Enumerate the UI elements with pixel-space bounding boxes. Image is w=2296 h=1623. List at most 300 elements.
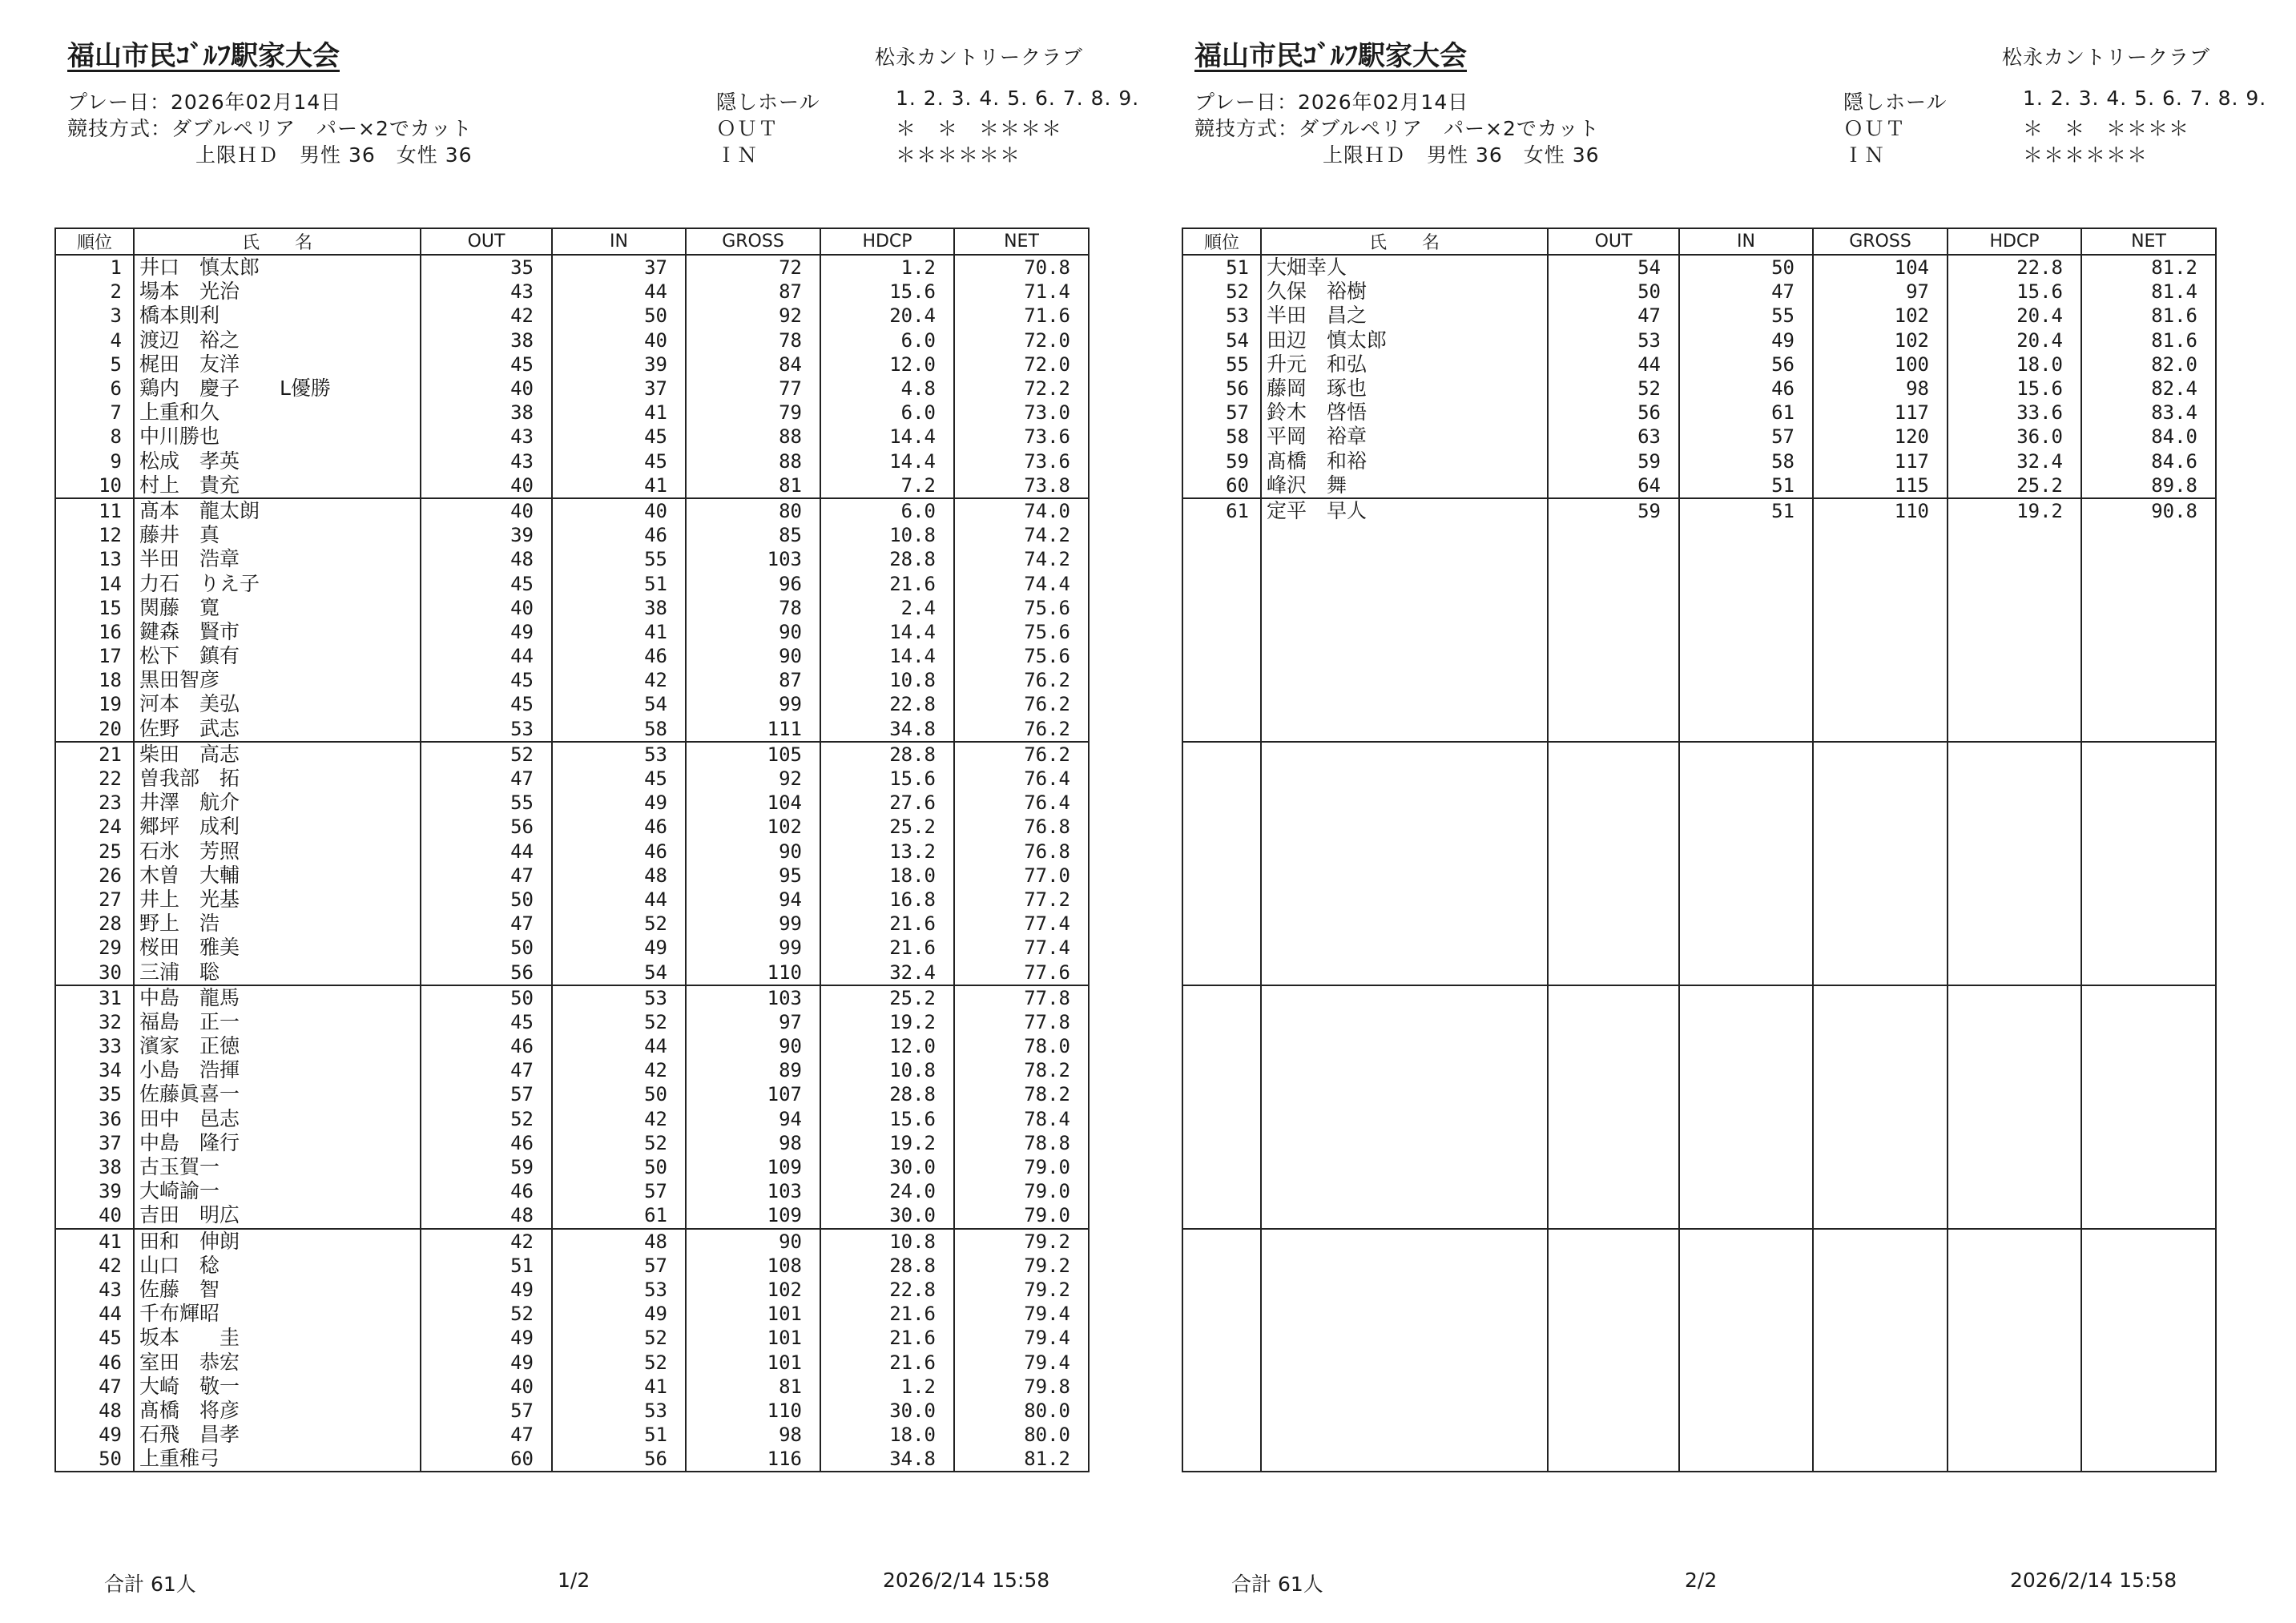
net-cell: 77.2 (954, 888, 1089, 912)
name-cell (1261, 1155, 1548, 1179)
out-cell: 47 (421, 1058, 552, 1082)
page-number: 2/2 (1685, 1569, 1718, 1592)
hdcp-cell: 34.8 (820, 717, 954, 742)
out-cell: 52 (421, 1302, 552, 1326)
gross-cell: 80 (686, 498, 820, 523)
out-cell (1548, 668, 1679, 692)
competition-format: 競技方式：ダブルペリア パー×2でカット (67, 117, 473, 140)
rank-cell: 48 (55, 1399, 134, 1423)
name-cell (1261, 815, 1548, 839)
net-cell (2081, 1399, 2216, 1423)
net-cell (2081, 864, 2216, 888)
net-cell: 79.2 (954, 1278, 1089, 1302)
table-row (55, 280, 1089, 304)
rank-cell (1182, 1423, 1261, 1447)
hdcp-cell (1948, 1302, 2081, 1326)
in-cell (1679, 1399, 1813, 1423)
name-cell: 河本 美弘 (134, 692, 421, 716)
net-cell: 76.2 (954, 717, 1089, 742)
name-cell: 髙橋 和裕 (1261, 449, 1548, 473)
out-cell: 39 (421, 523, 552, 547)
gross-cell (1813, 644, 1948, 668)
gross-cell: 110 (686, 960, 820, 985)
hdcp-cell (1948, 1350, 2081, 1374)
gross-cell: 117 (1813, 449, 1948, 473)
net-cell: 76.4 (954, 767, 1089, 791)
table-row (1182, 644, 2216, 668)
table-row (1182, 1254, 2216, 1278)
name-cell: 黒田智彦 (134, 668, 421, 692)
table-row (1182, 596, 2216, 620)
rank-cell: 50 (55, 1447, 134, 1472)
gross-cell: 85 (686, 523, 820, 547)
gross-cell (1813, 1010, 1948, 1034)
table-row (55, 1179, 1089, 1203)
gross-cell (1813, 1350, 1948, 1374)
gross-cell: 87 (686, 668, 820, 692)
table-row (55, 1326, 1089, 1350)
hdcp-cell: 18.0 (820, 1423, 954, 1447)
in-cell (1679, 864, 1813, 888)
table-row (1182, 425, 2216, 449)
net-cell: 77.8 (954, 1010, 1089, 1034)
name-cell: 吉田 明広 (134, 1203, 421, 1228)
gross-cell: 95 (686, 864, 820, 888)
name-cell: 村上 貴充 (134, 473, 421, 498)
gross-cell: 102 (686, 1278, 820, 1302)
out-cell (1548, 840, 1679, 864)
page-number: 1/2 (558, 1569, 590, 1592)
out-cell: 49 (421, 1326, 552, 1350)
gross-cell: 94 (686, 1107, 820, 1131)
hdcp-cell: 21.6 (820, 1302, 954, 1326)
print-timestamp: 2026/2/14 15:58 (883, 1569, 1050, 1592)
in-cell: 45 (552, 767, 686, 791)
net-cell (2081, 1010, 2216, 1034)
in-cell: 51 (552, 571, 686, 595)
table-row (55, 1203, 1089, 1228)
gross-cell (1813, 1034, 1948, 1058)
name-cell: 井口 慎太郎 (134, 255, 421, 280)
in-cell: 52 (552, 1010, 686, 1034)
name-cell: 久保 裕樹 (1261, 280, 1548, 304)
rank-cell: 35 (55, 1082, 134, 1106)
in-cell (1679, 767, 1813, 791)
name-cell (1261, 1447, 1548, 1472)
table-row (55, 1082, 1089, 1106)
rank-cell: 22 (55, 767, 134, 791)
out-cell: 59 (421, 1155, 552, 1179)
gross-cell (1813, 1375, 1948, 1399)
table-row (55, 864, 1089, 888)
in-cell: 51 (552, 1423, 686, 1447)
name-cell (1261, 717, 1548, 742)
table-row (55, 936, 1089, 960)
rank-cell: 46 (55, 1350, 134, 1374)
net-cell: 84.6 (2081, 449, 2216, 473)
out-cell: 40 (421, 1375, 552, 1399)
name-cell: 佐藤眞喜一 (134, 1082, 421, 1106)
net-cell: 77.4 (954, 912, 1089, 936)
table-row (55, 1350, 1089, 1374)
rank-cell (1182, 1254, 1261, 1278)
hdcp-cell: 21.6 (820, 571, 954, 595)
name-cell (1261, 1034, 1548, 1058)
table-row (55, 960, 1089, 985)
rank-cell: 38 (55, 1155, 134, 1179)
hdcp-cell: 30.0 (820, 1155, 954, 1179)
gross-cell (1813, 815, 1948, 839)
table-row (1182, 473, 2216, 498)
hdcp-cell: 14.4 (820, 620, 954, 644)
table-row (1182, 668, 2216, 692)
table-row (1182, 717, 2216, 742)
net-cell (2081, 571, 2216, 595)
in-cell: 45 (552, 449, 686, 473)
gross-cell: 97 (1813, 280, 1948, 304)
in-cell (1679, 717, 1813, 742)
out-cell: 47 (421, 864, 552, 888)
in-cell (1679, 1350, 1813, 1374)
gross-cell: 115 (1813, 473, 1948, 498)
in-cell: 37 (552, 255, 686, 280)
name-cell (1261, 571, 1548, 595)
in-cell (1679, 1155, 1813, 1179)
table-row (1182, 1229, 2216, 1254)
in-cell: 54 (552, 960, 686, 985)
rank-cell (1182, 644, 1261, 668)
table-row (55, 767, 1089, 791)
table-row (1182, 523, 2216, 547)
hdcp-cell: 10.8 (820, 668, 954, 692)
name-cell: 鍵森 賢市 (134, 620, 421, 644)
net-cell: 76.4 (954, 791, 1089, 815)
rank-cell (1182, 936, 1261, 960)
hdcp-cell: 14.4 (820, 449, 954, 473)
table-row (55, 1131, 1089, 1155)
hdcp-cell (1948, 668, 2081, 692)
col-gross: GROSS (686, 228, 820, 255)
name-cell: 坂本 圭 (134, 1326, 421, 1350)
rank-cell (1182, 1350, 1261, 1374)
gross-cell: 77 (686, 377, 820, 401)
in-cell (1679, 1229, 1813, 1254)
in-cell (1679, 644, 1813, 668)
col-gross: GROSS (1813, 228, 1948, 255)
table-row (1182, 1107, 2216, 1131)
gross-cell: 87 (686, 280, 820, 304)
hdcp-cell (1948, 1034, 2081, 1058)
in-cell (1679, 1447, 1813, 1472)
net-cell: 79.2 (954, 1229, 1089, 1254)
hdcp-cell: 25.2 (1948, 473, 2081, 498)
net-cell: 78.2 (954, 1058, 1089, 1082)
out-cell (1548, 523, 1679, 547)
hdcp-cell: 15.6 (820, 1107, 954, 1131)
rank-cell (1182, 791, 1261, 815)
name-cell: 石飛 昌孝 (134, 1423, 421, 1447)
name-cell: 佐藤 智 (134, 1278, 421, 1302)
rank-cell: 10 (55, 473, 134, 498)
hdcp-cell: 27.6 (820, 791, 954, 815)
net-cell: 84.0 (2081, 425, 2216, 449)
in-cell (1679, 1254, 1813, 1278)
out-cell: 53 (1548, 328, 1679, 352)
name-cell (1261, 1326, 1548, 1350)
hdcp-cell: 15.6 (820, 767, 954, 791)
table-header (1182, 228, 2216, 255)
net-cell (2081, 1229, 2216, 1254)
rank-cell: 59 (1182, 449, 1261, 473)
gross-cell (1813, 620, 1948, 644)
rank-cell (1182, 1107, 1261, 1131)
hdcp-cell: 4.8 (820, 377, 954, 401)
out-cell (1548, 1010, 1679, 1034)
gross-cell (1813, 1107, 1948, 1131)
gross-cell (1813, 547, 1948, 571)
table-row (1182, 352, 2216, 377)
name-cell: 山口 稔 (134, 1254, 421, 1278)
out-cell: 40 (421, 596, 552, 620)
name-cell: 渡辺 裕之 (134, 328, 421, 352)
in-cell: 46 (552, 840, 686, 864)
net-cell: 75.6 (954, 596, 1089, 620)
out-label: ＯＵＴ (1843, 117, 1907, 140)
name-cell (1261, 791, 1548, 815)
hdcp-cell (1948, 1375, 2081, 1399)
net-cell (2081, 596, 2216, 620)
name-cell: 場本 光治 (134, 280, 421, 304)
gross-cell: 109 (686, 1203, 820, 1228)
net-cell: 78.2 (954, 1082, 1089, 1106)
gross-cell: 108 (686, 1254, 820, 1278)
gross-cell (1813, 1203, 1948, 1228)
rank-cell (1182, 767, 1261, 791)
rank-cell: 28 (55, 912, 134, 936)
in-cell (1679, 1326, 1813, 1350)
out-cell (1548, 644, 1679, 668)
name-cell (1261, 1375, 1548, 1399)
hdcp-cell: 20.4 (1948, 328, 2081, 352)
gross-cell: 100 (1813, 352, 1948, 377)
out-cell: 64 (1548, 473, 1679, 498)
table-row (55, 328, 1089, 352)
in-cell: 51 (1679, 498, 1813, 523)
gross-cell: 98 (686, 1131, 820, 1155)
hdcp-cell: 15.6 (1948, 280, 2081, 304)
in-cell: 50 (552, 1155, 686, 1179)
hdcp-cell (1948, 742, 2081, 767)
rank-cell (1182, 815, 1261, 839)
rank-cell: 9 (55, 449, 134, 473)
gross-cell (1813, 936, 1948, 960)
net-cell (2081, 668, 2216, 692)
rank-cell: 21 (55, 742, 134, 767)
rank-cell: 7 (55, 401, 134, 425)
out-cell: 45 (421, 571, 552, 595)
table-row (55, 742, 1089, 767)
in-cell (1679, 1179, 1813, 1203)
table-row (55, 352, 1089, 377)
out-cell: 46 (421, 1131, 552, 1155)
name-cell: 鈴木 啓悟 (1261, 401, 1548, 425)
rank-cell (1182, 620, 1261, 644)
name-cell: 鶏内 慶子 L優勝 (134, 377, 421, 401)
name-cell: 井澤 航介 (134, 791, 421, 815)
in-cell: 53 (552, 985, 686, 1010)
table-row (55, 1447, 1089, 1472)
gross-cell: 105 (686, 742, 820, 767)
in-cell (1679, 815, 1813, 839)
net-cell: 76.2 (954, 692, 1089, 716)
net-cell (2081, 644, 2216, 668)
out-cell: 54 (1548, 255, 1679, 280)
rank-cell: 37 (55, 1131, 134, 1155)
in-cell: 41 (552, 1375, 686, 1399)
gross-cell (1813, 1326, 1948, 1350)
table-row (1182, 1326, 2216, 1350)
in-cell: 54 (552, 692, 686, 716)
gross-cell: 110 (1813, 498, 1948, 523)
gross-cell: 101 (686, 1326, 820, 1350)
in-cell: 61 (552, 1203, 686, 1228)
net-cell (2081, 1350, 2216, 1374)
table-row (1182, 864, 2216, 888)
in-cell: 49 (1679, 328, 1813, 352)
hdcp-cell (1948, 1058, 2081, 1082)
net-cell: 72.2 (954, 377, 1089, 401)
gross-cell (1813, 767, 1948, 791)
out-cell: 38 (421, 328, 552, 352)
rank-cell (1182, 888, 1261, 912)
table-row (55, 401, 1089, 425)
rank-cell: 11 (55, 498, 134, 523)
gross-cell: 111 (686, 717, 820, 742)
name-cell (1261, 912, 1548, 936)
net-cell (2081, 742, 2216, 767)
out-cell (1548, 620, 1679, 644)
hdcp-cell (1948, 888, 2081, 912)
out-cell: 35 (421, 255, 552, 280)
table-row (1182, 1203, 2216, 1228)
hdcp-cell (1948, 692, 2081, 716)
table-row (1182, 1179, 2216, 1203)
hdcp-cell (1948, 936, 2081, 960)
name-cell (1261, 1179, 1548, 1203)
hdcp-cell: 6.0 (820, 328, 954, 352)
hdcp-cell: 19.2 (820, 1131, 954, 1155)
hdcp-cell (1948, 1107, 2081, 1131)
rank-cell (1182, 692, 1261, 716)
name-cell: 千布輝昭 (134, 1302, 421, 1326)
hdcp-cell: 7.2 (820, 473, 954, 498)
handicap-limit: 上限ＨＤ 男性 36 女性 36 (195, 143, 473, 167)
hdcp-cell: 1.2 (820, 255, 954, 280)
rank-cell (1182, 523, 1261, 547)
table-row (55, 547, 1089, 571)
hdcp-cell (1948, 1254, 2081, 1278)
gross-cell: 101 (686, 1302, 820, 1326)
net-cell: 81.4 (2081, 280, 2216, 304)
net-cell: 79.0 (954, 1155, 1089, 1179)
gross-cell (1813, 960, 1948, 985)
hdcp-cell (1948, 717, 2081, 742)
rank-cell: 61 (1182, 498, 1261, 523)
in-cell (1679, 742, 1813, 767)
rank-cell: 14 (55, 571, 134, 595)
in-cell (1679, 936, 1813, 960)
hdcp-cell: 16.8 (820, 888, 954, 912)
table-row (1182, 1375, 2216, 1399)
name-cell: 桜田 雅美 (134, 936, 421, 960)
gross-cell (1813, 1423, 1948, 1447)
col-rank: 順位 (1182, 228, 1261, 255)
out-cell: 56 (1548, 401, 1679, 425)
net-cell: 79.8 (954, 1375, 1089, 1399)
rank-cell: 12 (55, 523, 134, 547)
out-cell (1548, 717, 1679, 742)
col-net: NET (2081, 228, 2216, 255)
in-cell: 48 (552, 1229, 686, 1254)
rank-cell (1182, 1082, 1261, 1106)
in-cell (1679, 596, 1813, 620)
rank-cell: 53 (1182, 304, 1261, 328)
out-cell: 59 (1548, 449, 1679, 473)
net-cell: 76.8 (954, 815, 1089, 839)
name-cell: 小島 浩揮 (134, 1058, 421, 1082)
out-cell: 52 (1548, 377, 1679, 401)
rank-cell: 44 (55, 1302, 134, 1326)
name-cell (1261, 1203, 1548, 1228)
in-cell: 50 (552, 304, 686, 328)
net-cell (2081, 985, 2216, 1010)
gross-cell: 78 (686, 328, 820, 352)
table-row (55, 692, 1089, 716)
net-cell (2081, 912, 2216, 936)
out-cell: 44 (421, 840, 552, 864)
club-name: 松永カントリークラブ (2002, 46, 2211, 69)
col-hdcp: HDCP (820, 228, 954, 255)
in-cell: 50 (552, 1082, 686, 1106)
table-row (55, 912, 1089, 936)
out-cell: 52 (421, 742, 552, 767)
net-cell: 78.8 (954, 1131, 1089, 1155)
rank-cell (1182, 596, 1261, 620)
in-cell: 53 (552, 742, 686, 767)
hdcp-cell (1948, 1399, 2081, 1423)
page-1 (54, 0, 1140, 1623)
hdcp-cell (1948, 985, 2081, 1010)
rank-cell (1182, 864, 1261, 888)
rank-cell (1182, 1155, 1261, 1179)
out-cell (1548, 936, 1679, 960)
hdcp-cell: 10.8 (820, 523, 954, 547)
rank-cell (1182, 1010, 1261, 1034)
name-cell (1261, 1010, 1548, 1034)
results-body-page-1 (55, 255, 1089, 1472)
table-row (1182, 912, 2216, 936)
in-cell: 55 (1679, 304, 1813, 328)
name-cell: 郷坪 成利 (134, 815, 421, 839)
table-row (55, 1229, 1089, 1254)
out-cell: 43 (421, 449, 552, 473)
in-cell: 56 (552, 1447, 686, 1472)
name-cell: 三浦 聡 (134, 960, 421, 985)
col-in: IN (1679, 228, 1813, 255)
name-cell (1261, 1399, 1548, 1423)
in-cell: 45 (552, 425, 686, 449)
out-cell (1548, 1302, 1679, 1326)
